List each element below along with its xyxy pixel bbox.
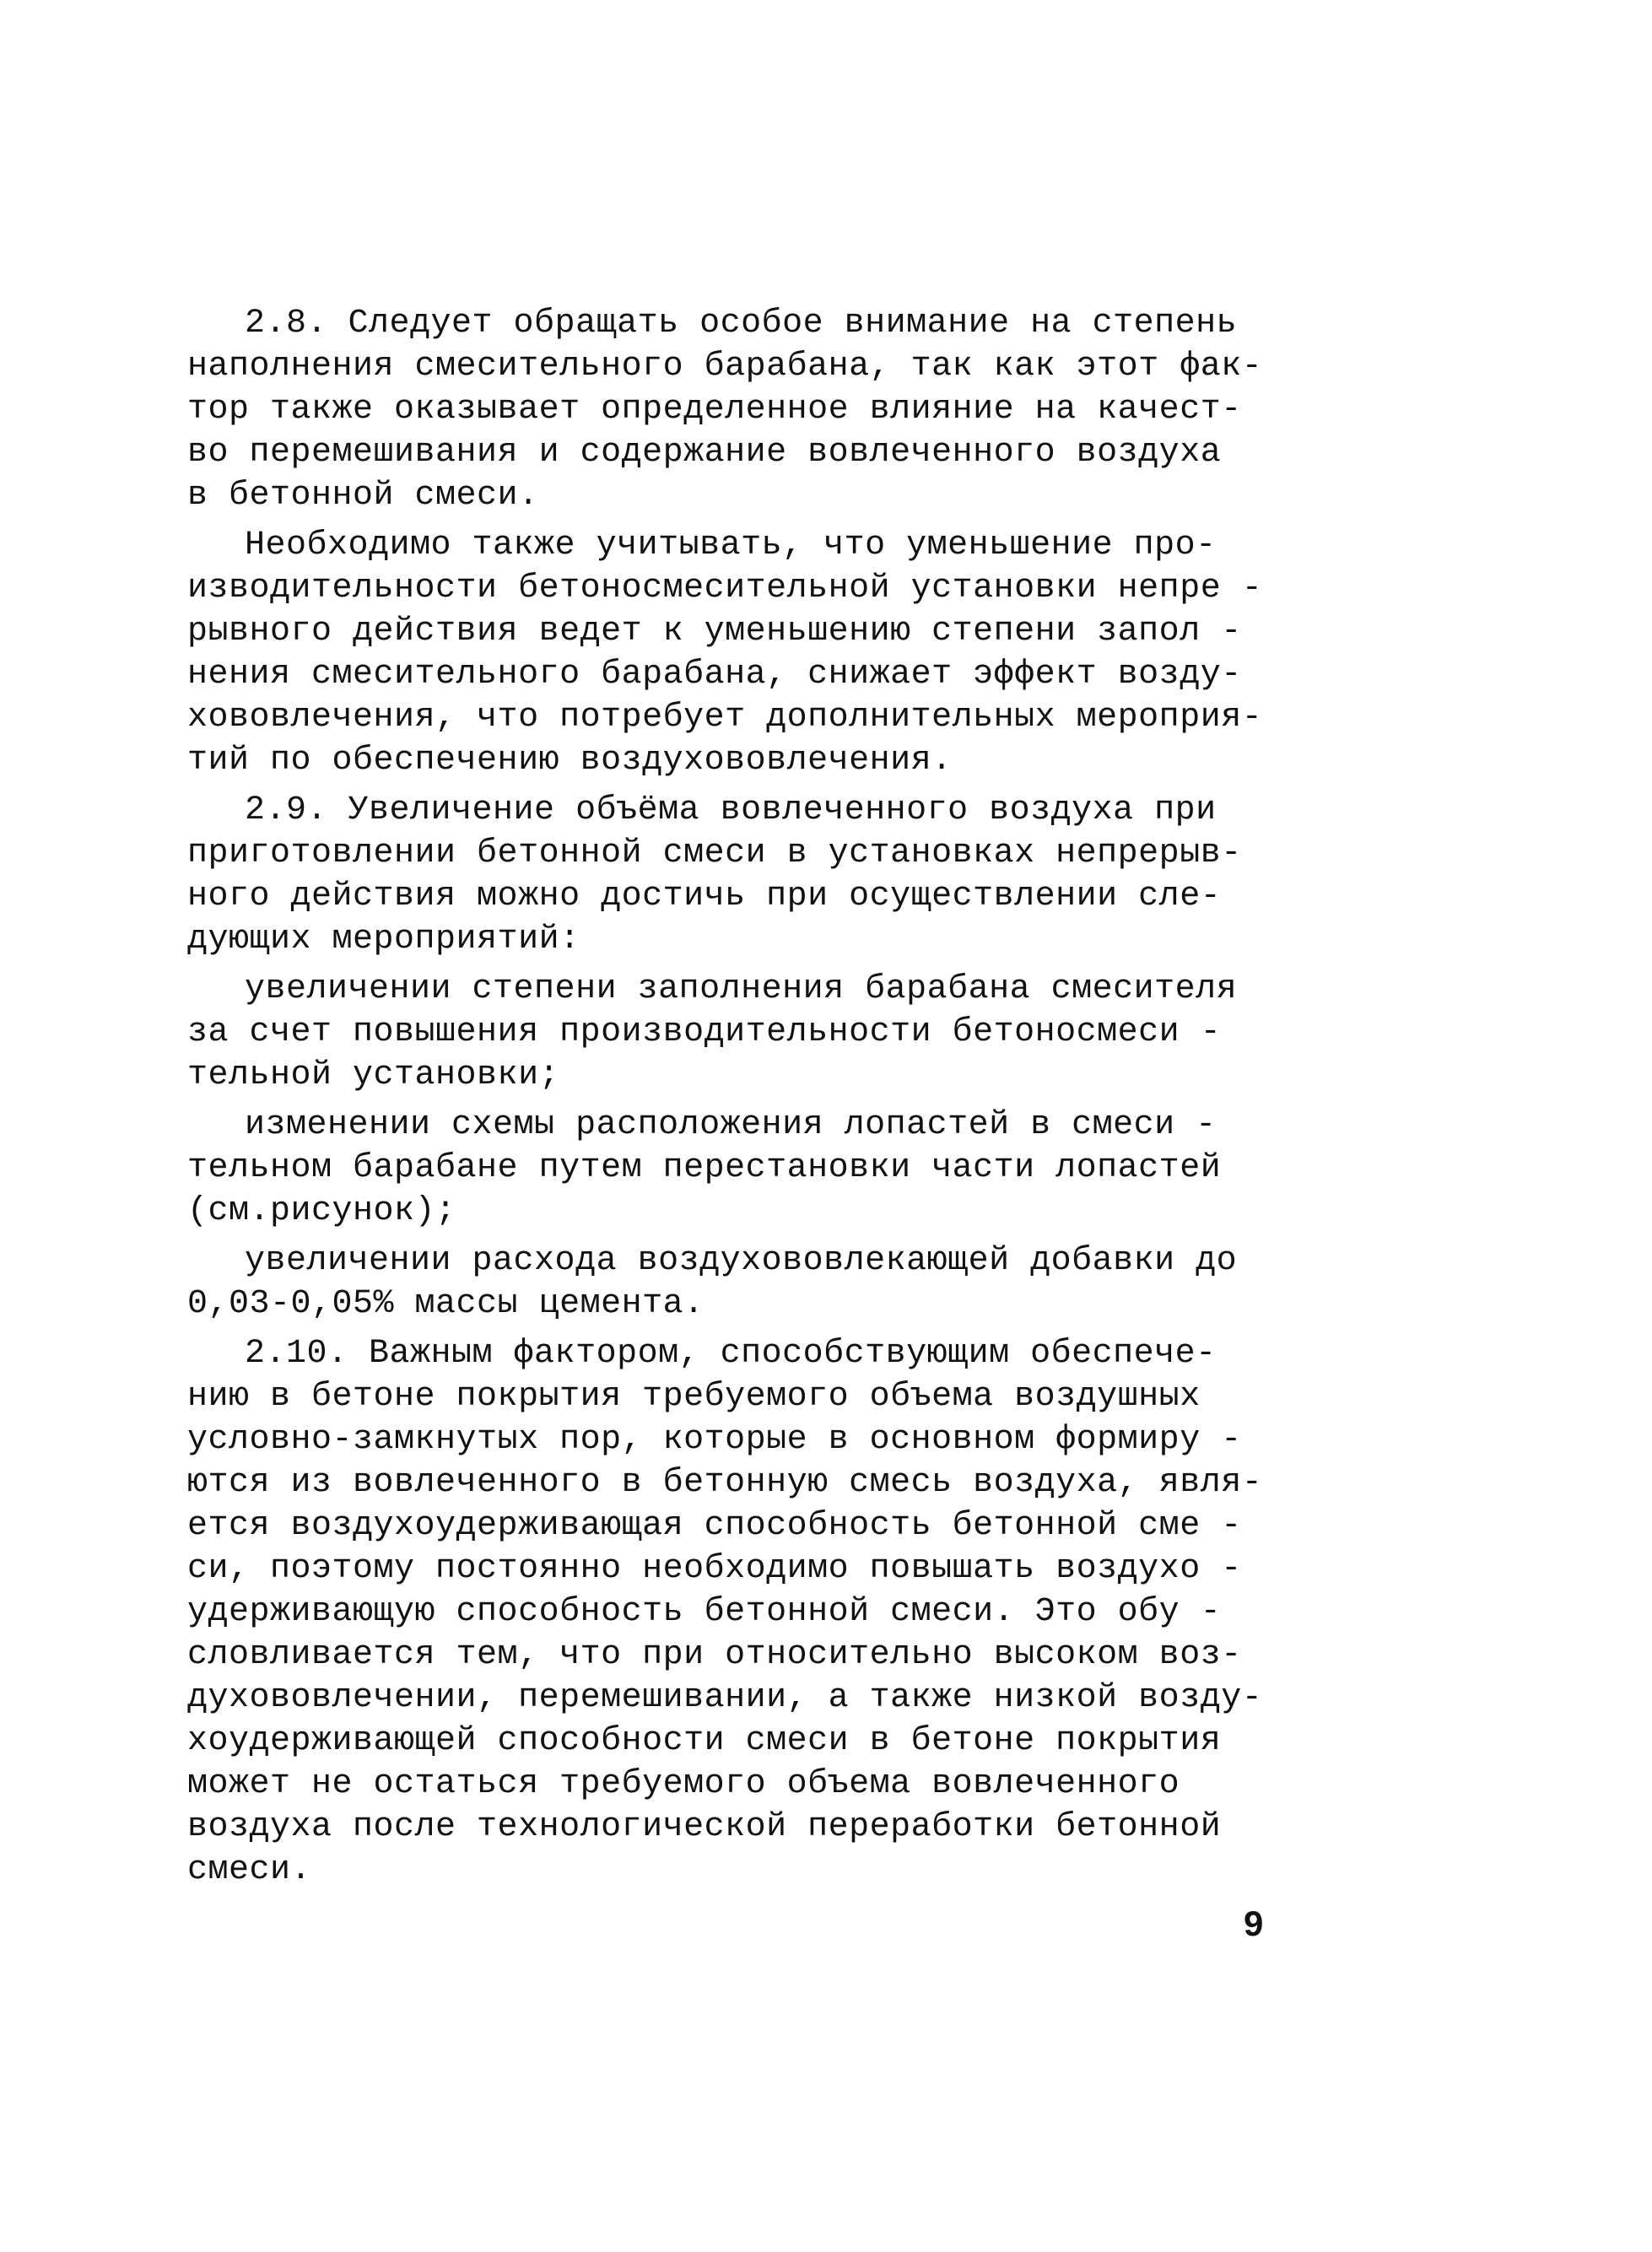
text-line: изменении схемы расположения лопастей в смеси -: [245, 1106, 1217, 1144]
text-line: в бетонной смеси.: [187, 477, 539, 515]
text-line: 0,03-0,05% массы цемента.: [187, 1285, 705, 1323]
text-line: изводительности бетоносмесительной установки непре -: [187, 570, 1263, 608]
text-line: увеличении степени заполнения барабана смесителя: [245, 970, 1238, 1008]
text-line: словливается тем, что при относительно высоком воз-: [187, 1636, 1242, 1674]
text-line: дующих мероприятий:: [187, 921, 580, 959]
list-item: [187, 968, 1284, 1097]
text-line: си, поэтому постоянно необходимо повышать воздухо -: [187, 1550, 1242, 1588]
text-line: 2.8. Следует обращать особое внимание на степень: [245, 305, 1238, 343]
text-line: нения смесительного барабана, снижает эффект возду-: [187, 656, 1242, 694]
text-line: ются из вовлеченного в бетонную смесь воздуха, явля-: [187, 1464, 1263, 1502]
text-line: тий по обеспечению воздухововлечения.: [187, 742, 953, 780]
list-item: [187, 1239, 1284, 1326]
list-item: [187, 1104, 1284, 1233]
text-line: воздуха после технологической переработки бетонной: [187, 1808, 1222, 1846]
text-line: может не остаться требуемого объема вовлеченного: [187, 1765, 1180, 1803]
text-line: ется воздухоудерживающая способность бетонной сме -: [187, 1507, 1242, 1545]
text-line: нию в бетоне покрытия требуемого объема воздушных: [187, 1378, 1201, 1416]
text-line: рывного действия ведет к уменьшению степени запол -: [187, 613, 1242, 651]
paragraph-2-8-continuation: [187, 524, 1284, 782]
text-line: Необходимо также учитывать, что уменьшение про-: [245, 527, 1217, 564]
text-line: 2.9. Увеличение объёма вовлеченного воздуха при: [245, 791, 1217, 829]
paragraph-2-8: [187, 302, 1284, 517]
paragraph-2-10: [187, 1332, 1284, 1892]
text-line: условно-замкнутых пор, которые в основном формиру -: [187, 1421, 1242, 1459]
text-line: 2.10. Важным фактором, способствующим обеспече-: [245, 1335, 1217, 1373]
text-line: хововлечения, что потребует дополнительных мероприя-: [187, 699, 1263, 737]
text-line: тельной установки;: [187, 1056, 560, 1094]
paragraph-2-9: [187, 789, 1284, 961]
text-line: увеличении расхода воздухововлекающей добавки до: [245, 1242, 1238, 1280]
text-line: тельном барабане путем перестановки части лопастей: [187, 1149, 1222, 1187]
text-line: удерживающую способность бетонной смеси. Это обу -: [187, 1593, 1222, 1631]
text-line: (см.рисунок);: [187, 1192, 456, 1230]
text-line: тор также оказывает определенное влияние на качест-: [187, 391, 1242, 429]
text-line: смеси.: [187, 1851, 312, 1889]
text-line: ного действия можно достичь при осуществлении сле-: [187, 878, 1222, 915]
text-line: за счет повышения производительности бетоносмеси -: [187, 1013, 1222, 1051]
text-line: духововлечении, перемешивании, а также низкой возду-: [187, 1679, 1263, 1717]
text-line: приготовлении бетонной смеси в установках непрерыв-: [187, 834, 1242, 872]
text-line: наполнения смесительного барабана, так как этот фак-: [187, 348, 1263, 386]
page-number: 9: [1244, 1904, 1264, 1943]
text-line: во перемешивания и содержание вовлеченного воздуха: [187, 434, 1222, 472]
body-text: [187, 302, 1284, 1892]
text-line: хоудерживающей способности смеси в бетоне покрытия: [187, 1722, 1222, 1760]
